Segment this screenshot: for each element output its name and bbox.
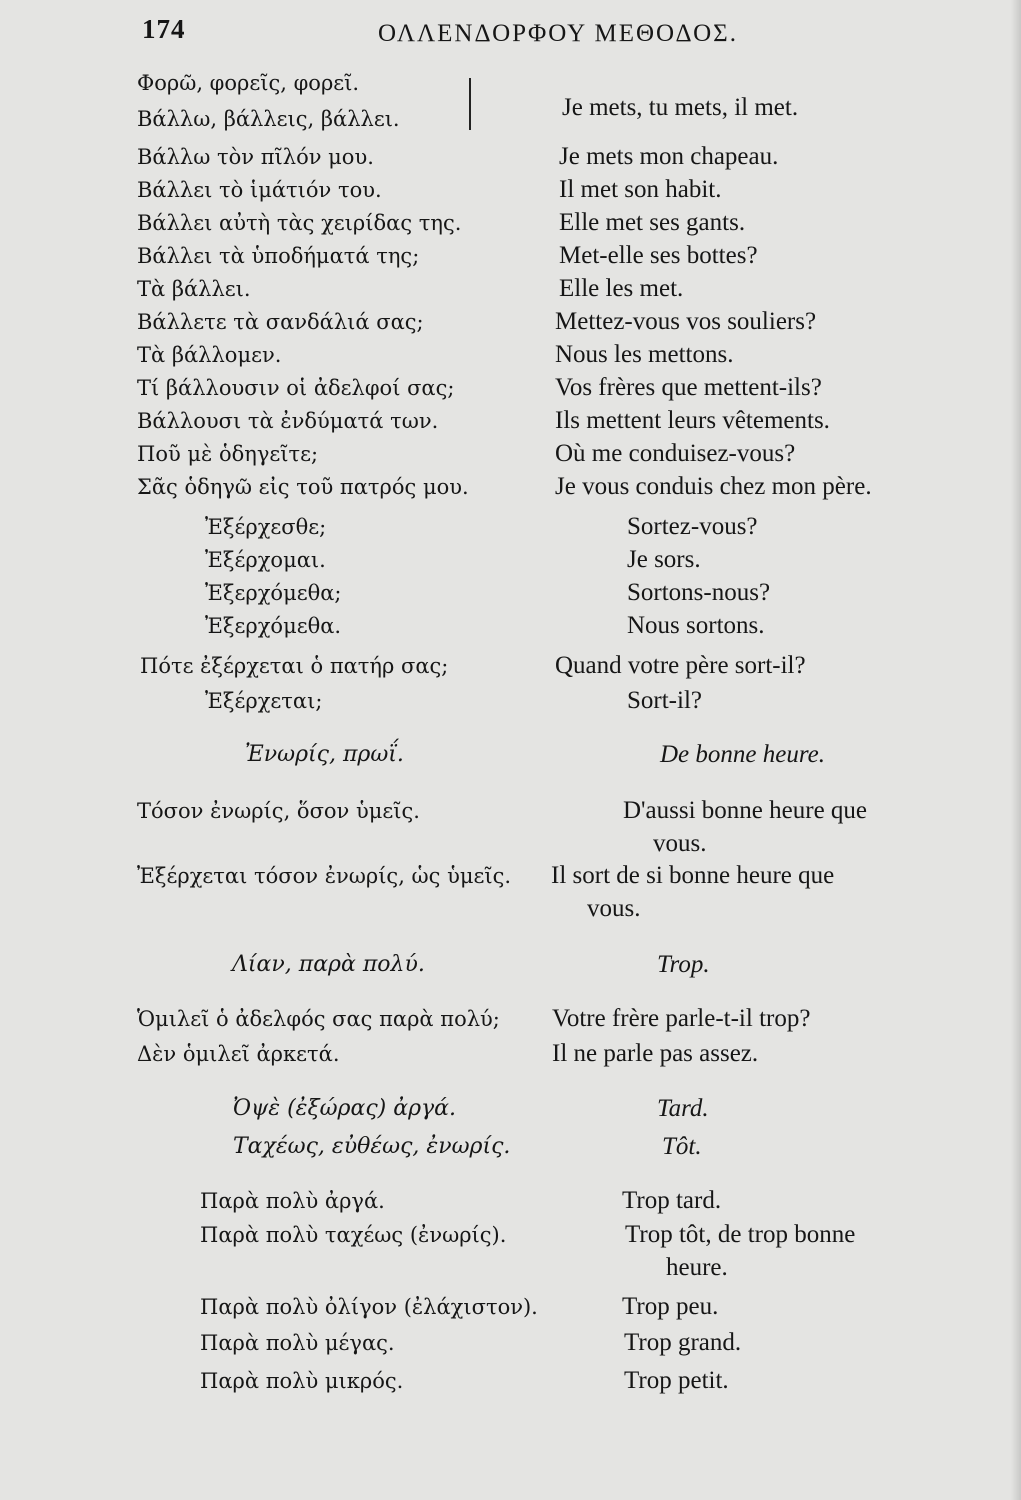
greek-line: Παρὰ πολὺ ὀλίγον (ἐλάχιστον). <box>200 1295 538 1319</box>
french-subheading: Tard. <box>657 1095 709 1122</box>
greek-line: Παρὰ πολὺ ταχέως (ἐνωρίς). <box>200 1223 507 1247</box>
greek-line: Βάλλω τὸν πῖλόν μου. <box>137 145 374 169</box>
french-line: Met-elle ses bottes? <box>559 242 758 269</box>
greek-line: Ἐξέρχεται τόσον ἐνωρίς, ὡς ὑμεῖς. <box>137 864 512 888</box>
french-line: Elle met ses gants. <box>559 209 746 236</box>
greek-line: Βάλλει αὐτὴ τὰς χειρίδας της. <box>137 211 462 235</box>
greek-line: Παρὰ πολὺ μικρός. <box>200 1369 404 1393</box>
french-line: Quand votre père sort-il? <box>555 652 806 679</box>
greek-line: Δὲν ὁμιλεῖ ἀρκετά. <box>137 1042 340 1066</box>
greek-line: Ὁμιλεῖ ὁ ἀδελφός σας παρὰ πολύ; <box>137 1007 500 1031</box>
greek-line: Ἐξέρχομαι. <box>205 548 326 572</box>
french-line: Trop grand. <box>624 1329 742 1356</box>
french-line: Nous sortons. <box>627 612 765 639</box>
french-line-continuation: heure. <box>666 1254 728 1281</box>
greek-line: Βάλλει τὰ ὑποδήματά της; <box>137 244 420 268</box>
french-line: Ils mettent leurs vêtements. <box>555 407 830 434</box>
french-line: Sortons-nous? <box>627 579 771 606</box>
greek-subheading: Λίαν, παρὰ πολύ. <box>232 952 425 977</box>
greek-line: Βάλλω, βάλλεις, βάλλει. <box>137 107 400 131</box>
page-edge-shadow <box>1011 0 1021 1500</box>
french-line: Trop tard. <box>622 1187 722 1214</box>
page-number: 174 <box>142 14 186 44</box>
french-line: Trop tôt, de trop bonne <box>625 1221 856 1248</box>
greek-line: Φορῶ, φορεῖς, φορεῖ. <box>137 71 360 95</box>
greek-line: Ἐξερχόμεθα; <box>205 581 342 605</box>
french-line: Votre frère parle-t-il trop? <box>552 1005 811 1032</box>
greek-line: Βάλλουσι τὰ ἐνδύματά των. <box>137 409 439 433</box>
french-line: Je mets, tu mets, il met. <box>562 94 799 121</box>
french-subheading: Trop. <box>657 951 710 978</box>
greek-line: Ἐξερχόμεθα. <box>205 614 342 638</box>
french-line: Trop petit. <box>624 1367 729 1394</box>
french-line: Je mets mon chapeau. <box>559 143 779 170</box>
greek-line: Σᾶς ὁδηγῶ εἰς τοῦ πατρός μου. <box>137 475 469 499</box>
greek-subheading: Ὀψὲ (ἐξώρας) ἀργά. <box>233 1096 457 1121</box>
greek-line: Πότε ἐξέρχεται ὁ πατήρ σας; <box>140 654 449 678</box>
greek-line: Τὰ βάλλει. <box>137 277 251 301</box>
greek-line: Βάλλει τὸ ἱμάτιόν του. <box>137 178 382 202</box>
french-line: Mettez-vous vos souliers? <box>555 308 817 335</box>
french-line: Il met son habit. <box>559 176 722 203</box>
greek-line: Βάλλετε τὰ σανδάλιά σας; <box>137 310 424 334</box>
grouping-brace <box>464 78 471 130</box>
french-line-continuation: vous. <box>587 895 641 922</box>
greek-line: Τὰ βάλλομεν. <box>137 343 282 367</box>
french-line: Trop peu. <box>622 1293 719 1320</box>
french-line: Je sors. <box>627 546 701 573</box>
french-subheading: De bonne heure. <box>660 741 825 768</box>
french-line: Sortez-vous? <box>627 513 758 540</box>
greek-line: Τόσον ἐνωρίς, ὅσον ὑμεῖς. <box>137 799 420 823</box>
greek-line: Ἐξέρχεσθε; <box>205 515 327 539</box>
greek-line: Ποῦ μὲ ὁδηγεῖτε; <box>137 442 319 466</box>
french-line: Elle les met. <box>559 275 684 302</box>
french-line-continuation: vous. <box>653 830 707 857</box>
french-line: Il ne parle pas assez. <box>552 1040 759 1067</box>
french-line: Il sort de si bonne heure que <box>551 862 835 889</box>
french-line: Je vous conduis chez mon père. <box>555 473 872 500</box>
greek-line: Παρὰ πολὺ μέγας. <box>200 1331 395 1355</box>
greek-line: Παρὰ πολὺ ἀργά. <box>200 1189 385 1213</box>
french-line: D'aussi bonne heure que <box>623 797 868 824</box>
greek-line: Τί βάλλουσιν οἱ ἀδελφοί σας; <box>137 376 455 400</box>
greek-line: Ἐξέρχεται; <box>205 689 323 713</box>
french-line: Nous les mettons. <box>555 341 734 368</box>
french-subheading: Tôt. <box>662 1133 702 1160</box>
greek-subheading: Ἐνωρίς, πρωΐ. <box>245 742 404 767</box>
french-line: Où me conduisez-vous? <box>555 440 796 467</box>
running-title: ΟΛΛΕΝΔΟΡΦΟΥ ΜΕΘΟΔΟΣ. <box>378 20 738 47</box>
french-line: Vos frères que mettent-ils? <box>555 374 822 401</box>
greek-subheading: Ταχέως, εὐθέως, ἐνωρίς. <box>233 1134 511 1159</box>
french-line: Sort-il? <box>627 687 702 714</box>
